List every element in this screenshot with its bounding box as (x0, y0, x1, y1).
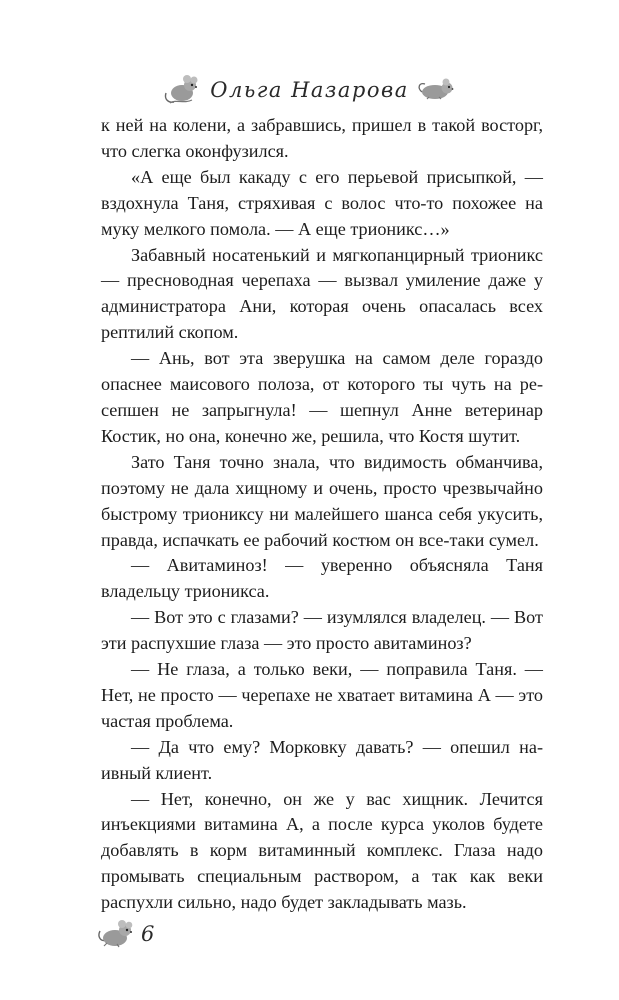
paragraph: — Нет, конечно, он же у вас хищник. Лечится инъекциями витамина А, а после курса уколов будете добавлять в корм витаминный комплекс. Глаза надо промывать специальным раствором, а так как веки распухли сильно, надо будет закладывать мазь. (101, 788, 543, 913)
page-footer (97, 914, 154, 954)
paragraph: — Вот это с глазами? — изумлялся владелец. — Вот эти распухшие глаза — это просто авитаминоз? (101, 607, 543, 654)
running-head-author: Ольга Назарова (210, 78, 409, 102)
paragraph: Забавный носатенький и мягкопанцирный трионикс — пресноводная черепаха — вызвал умиление даже у администратора Ани, которая очень опасалась всех рептилий скопом. (101, 244, 543, 343)
paragraph: — Ань, вот эта зверушка на самом деле гораздо опаснее маисового полоза, от которого ты чуть на ресепшен не запрыгнула! — шепнул Анне ветеринар Костик, но она, конечно же, решила, что Костя шутит. (101, 348, 543, 446)
running-header (0, 72, 619, 108)
body-text (101, 113, 543, 916)
paragraph: «А еще был какаду с его перьевой присыпкой, — вздохнула Таня, стряхивая с волос что-то похожее на муку мелкого помола. — А еще трионикс…» (101, 166, 543, 239)
paragraph: — Да что ему? Морковку давать? — опешил наивный клиент. (101, 736, 543, 783)
paragraph: к ней на колени, а забравшись, пришел в такой восторг, что слегка оконфузился. (101, 115, 543, 161)
paragraph: Зато Таня точно знала, что видимость обманчива, поэтому не дала хищному и очень, просто чрезвычайно быстрому триониксу ни малейшего шанса себя укусить, правда, испачкать ее рабочий костюм он все-таки сумел. (101, 451, 543, 550)
paragraph: — Не глаза, а только веки, — поправила Таня. — Нет, не просто — черепахе не хватает витамина А — это частая проблема. (101, 659, 543, 731)
mouse-icon (162, 73, 202, 107)
mouse-icon (417, 76, 457, 104)
paragraph: — Авитаминоз! — уверенно объясняла Таня владельцу трионикса. (101, 555, 543, 602)
mouse-icon (97, 917, 135, 951)
page-number: 6 (141, 922, 155, 946)
